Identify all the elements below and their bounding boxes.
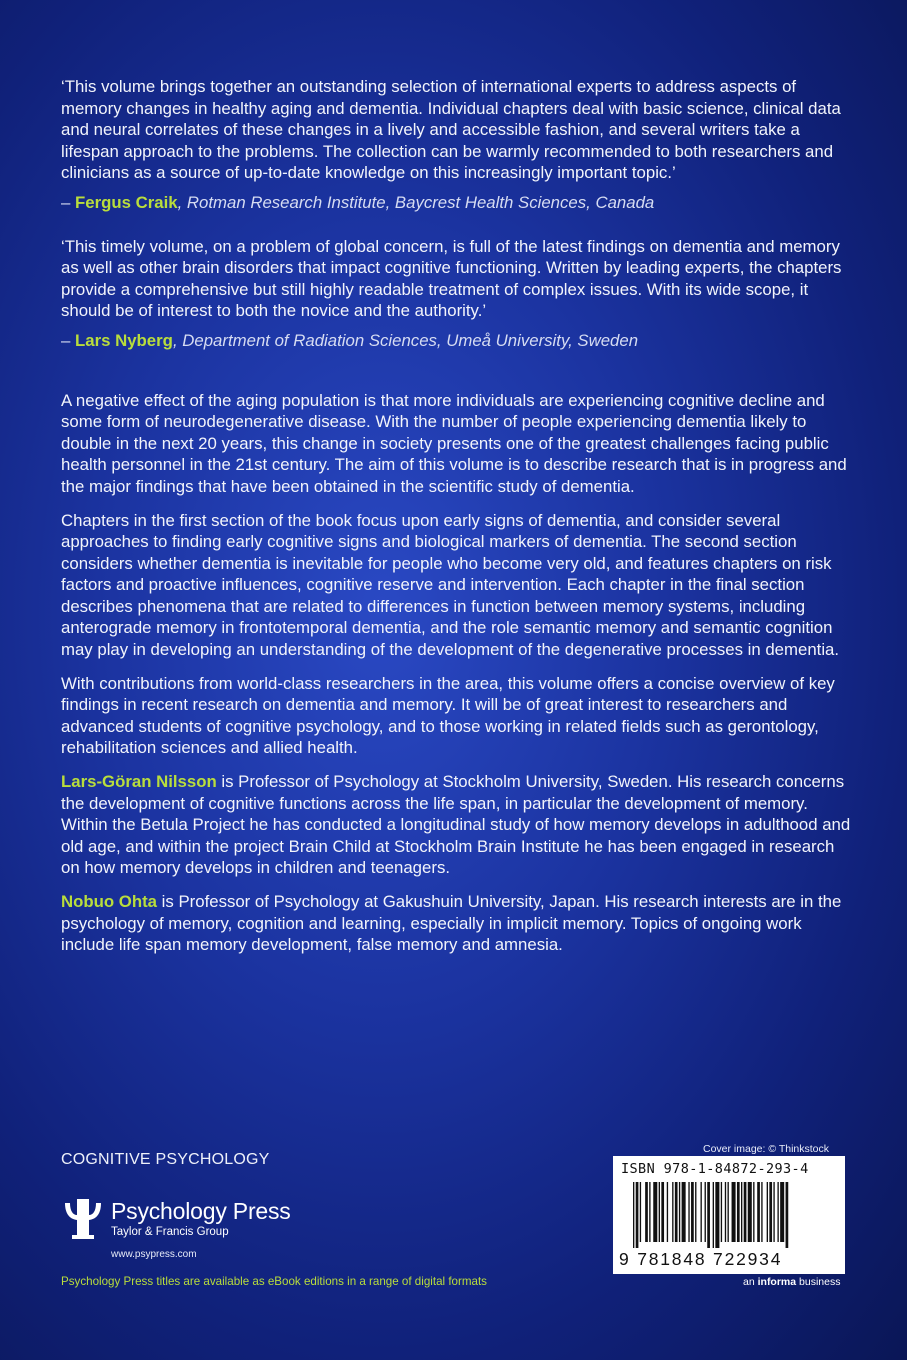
barcode-bar (728, 1182, 729, 1242)
barcode-bar (705, 1182, 706, 1242)
barcode-bar (649, 1182, 650, 1242)
barcode-bar (757, 1182, 760, 1242)
barcode-bar (695, 1182, 696, 1242)
barcode-bar (701, 1182, 702, 1242)
barcode-bar (633, 1182, 634, 1248)
barcode-bar (636, 1182, 639, 1248)
cover-image-credit: Cover image: © Thinkstock (703, 1143, 830, 1155)
ebook-note: Psychology Press titles are available as eBook editions in a range of digital formats (61, 1275, 487, 1288)
reviewer-name: Fergus Craik (75, 192, 178, 212)
publisher-group: Taylor & Francis Group (111, 1226, 229, 1238)
subject-category: COGNITIVE PSYCHOLOGY (61, 1151, 270, 1168)
description-paragraph: Chapters in the first section of the book focus upon early signs of dementia, and consider several approaches to finding early cognitive signs and biological markers of dementia. The second section considers whether dementia is inevitable for people who become very old, and features chapters on risk factors and proactive influences, cognitive reserve and intervention. Each chapter in the final section describes phenomena that are related to differences in function between memory systems, including anterograde memory in frontotemporal dementia, and the role semantic memory and semantic cognition may play in developing an understanding of the development of the degenerative processes in dementia. (61, 510, 840, 660)
barcode-bar (645, 1182, 648, 1242)
barcode-bar (659, 1182, 660, 1242)
review-attribution-1: – Fergus Craik, Rotman Research Institute, Baycrest Health Sciences, Canada (61, 192, 655, 212)
review-attribution-2: – Lars Nyberg, Department of Radiation Sciences, Umeå University, Sweden (61, 330, 639, 350)
barcode-bar (767, 1182, 768, 1242)
informa-business: an informa business (743, 1276, 841, 1288)
barcode-bar (672, 1182, 673, 1242)
psi-logo-icon (61, 1197, 105, 1241)
barcode-bar (741, 1182, 742, 1242)
author-bio-1: Lars-Göran Nilsson is Professor of Psychology at Stockholm University, Sweden. His research concerns the development of cognitive functions across the life span, in particular the development of memory. Within the Betula Project he has conducted a longitudinal study of how memory develops in adulthood and old age, and within the project Brain Child at Stockholm Brain Institute he has been engaged in research on how memory develops in children and teenagers. (61, 772, 851, 878)
reviewer-name: Lars Nyberg (75, 330, 173, 350)
ean-number: 9 781848 722934 (619, 1249, 783, 1269)
barcode-bar (725, 1182, 726, 1242)
barcode-bar (679, 1182, 680, 1242)
barcode-bar (744, 1182, 747, 1242)
barcode-bar (777, 1182, 778, 1242)
publisher-url: www.psypress.com (111, 1249, 197, 1260)
barcode-bar (661, 1182, 664, 1242)
author-name: Lars-Göran Nilsson (61, 772, 217, 792)
barcode-bar (653, 1182, 657, 1242)
isbn-barcode (613, 1156, 845, 1274)
publisher-name: Psychology Press (111, 1198, 291, 1224)
barcode-bar (715, 1182, 719, 1248)
barcode-bar (761, 1182, 762, 1242)
author-bio-2: Nobuo Ohta is Professor of Psychology at Gakushuin University, Japan. His research interests are in the psychology of memory, cognition and learning, especially in implicit memory. Topics of ongoing work include life span memory development, false memory and amnesia. (61, 892, 842, 955)
reviewer-affiliation: , Department of Radiation Sciences, Umeå University, Sweden (172, 330, 639, 350)
description-paragraph: A negative effect of the aging population is that more individuals are experiencing cognitive decline and some form of neurodegenerative disease. With the number of people experiencing dementia likely to double in the next 20 years, this change in society presents one of the greatest challenges facing public health personnel in the 21st century. The aim of this volume is to describe research that is in progress and the major findings that have been obtained in the scientific study of dementia. (61, 390, 847, 496)
barcode-bar (667, 1182, 668, 1242)
back-cover-text (61, 76, 851, 968)
barcode-bar (748, 1182, 752, 1242)
review-quote-2: ‘This timely volume, on a problem of global concern, is full of the latest findings on dementia and memory as well as other brain disorders that impact cognitive functioning. Written by leading experts, the chapters provide a comprehensive but still highly readable treatment of complex issues. With its wide scope, it should be of interest to both the novice and the authority.’ (61, 236, 842, 321)
barcode-bar (780, 1182, 784, 1242)
review-quote-1: ‘This volume brings together an outstanding selection of international experts to address aspects of memory changes in healthy aging and dementia. Individual chapters deal with basic science, clinical data and neural correlates of these changes in a lively and accessible fashion, and several writers take a lifespan approach to the problems. The collection can be warmly recommended to both researchers and clinicians as a source of up-to-date knowledge on this increasingly important topic.’ (61, 77, 841, 183)
barcode-bar (769, 1182, 772, 1242)
barcode-bar (721, 1182, 722, 1242)
barcode-bar (688, 1182, 689, 1242)
barcode-bar (640, 1182, 641, 1242)
barcode-bar (753, 1182, 754, 1242)
author-name: Nobuo Ohta (61, 892, 158, 911)
barcode-bar (732, 1182, 736, 1242)
barcode-bar (737, 1182, 740, 1242)
barcode-bar (773, 1182, 774, 1242)
barcode-bar (707, 1182, 710, 1248)
barcode-bar (786, 1182, 789, 1248)
barcode-bar (682, 1182, 686, 1242)
description-paragraph: With contributions from world-class researchers in the area, this volume offers a concise overview of key findings in recent research on dementia and memory. It will be of great interest to researchers and advanced students of cognitive psychology, and to those working in related fields such as gerontology, rehabilitation sciences and allied health. (61, 673, 835, 758)
barcode-bars (633, 1182, 838, 1248)
reviewer-affiliation: , Rotman Research Institute, Baycrest Health Sciences, Canada (177, 192, 655, 212)
barcode-bar (713, 1182, 714, 1248)
isbn-label: ISBN 978-1-84872-293-4 (621, 1161, 809, 1177)
barcode-bar (691, 1182, 694, 1242)
barcode-bar (675, 1182, 678, 1242)
publisher-logo (61, 1195, 321, 1255)
